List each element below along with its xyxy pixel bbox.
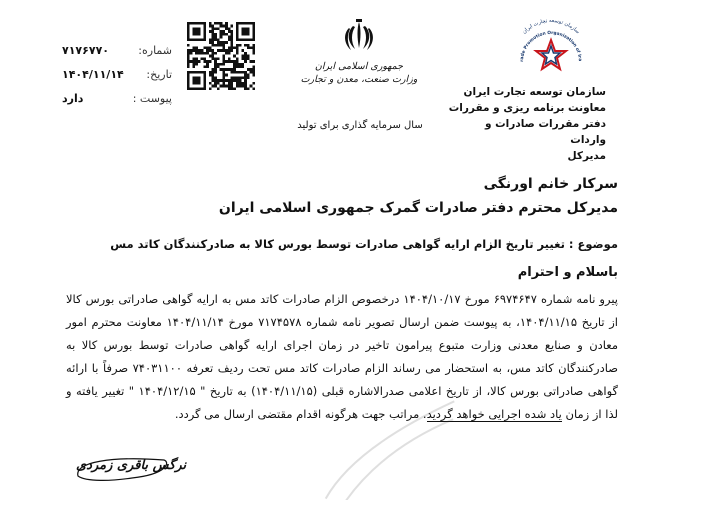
letter-subject: موضوع : تغییر تاریخ الزام ارایه گواهی صادرات توسط بورس کالا به صادرکنندگان کاتد مس	[110, 237, 618, 251]
year-slogan: سال سرمایه گذاری برای تولید	[297, 120, 423, 131]
letter-number-row	[62, 38, 172, 63]
org-line-4: مدیرکل	[567, 150, 606, 162]
letter-attachment-row	[62, 86, 172, 111]
iran-emblem-icon	[341, 18, 377, 54]
logo-text-fa: سازمان توسعه تجارت ایران	[521, 17, 581, 36]
ministry-title	[300, 60, 418, 86]
letter-date-row	[62, 62, 172, 87]
org-line-1: سازمان توسعه تجارت ایران	[463, 86, 606, 98]
qr-code-icon	[187, 22, 255, 90]
letter-body-text: پیرو نامه شماره ۶۹۷۴۶۴۷ مورخ ۱۴۰۴/۱۰/۱۷ درخصوص الزام صادرات کاتد مس به ارایه گواهی صادراتی بورس کالا از تاریخ ۱۴۰۴/۱۱/۱۵، به پیوست ضمن ارسال تصویر نامه شماره ۷۱۷۴۵۷۸ مورخ ۱۴۰۴/۱۱/۱۴ معاونت محترم امور معادن و صنایع معدنی وزارت متبوع پیرامون تاخیر در زمان اجرای ارایه گواهی صادرات توسط بورس کالا به صادرکنندگان کاتد مس، به استحضار می رساند الزام صادرات کاتد مس تحت ردیف تعرفه ۷۴۰۳۱۱۰۰ صرفاً با ارائه گواهی صادراتی بورس کالا، از تاریخ اعلامی صدرالاشاره قبلی (۱۴۰۴/۱۱/۱۵) به تاریخ " ۱۴۰۴/۱۲/۱۵ " تغییر یافته و لذا از زمان	[66, 292, 619, 421]
letter-attachment-label: پیوست :	[132, 92, 172, 105]
letter-greeting: باسلام و احترام	[517, 265, 618, 280]
letter-number-value: ۷۱۷۶۷۷۰	[62, 44, 109, 57]
letter-body-closing: . مراتب جهت هرگونه اقدام مقتضی ارسال می گردد.	[174, 407, 427, 421]
ministry-line-2: وزارت صنعت، معدن و تجارت	[300, 74, 418, 85]
recipient-name: سرکار خانم اورنگی	[483, 176, 618, 192]
letter-number-label: شماره:	[138, 44, 172, 57]
organization-block	[446, 84, 606, 164]
ministry-line-1: جمهوری اسلامی ایران	[314, 61, 404, 72]
logo-text-en: rade Promotion Organization of Ira	[519, 30, 583, 63]
letter-attachment-value: دارد	[62, 92, 84, 105]
letter-date-label: تاریخ:	[146, 68, 172, 81]
signatory-name: نرگس باقری زمردی	[76, 458, 187, 473]
letter-body-underlined: یاد شده اجرایی خواهد گردید	[426, 407, 562, 421]
tpo-logo-icon	[505, 12, 597, 84]
letter-date-value: ۱۴۰۴/۱۱/۱۴	[62, 68, 124, 81]
org-line-3: دفتر مقررات صادرات و واردات	[484, 118, 606, 146]
recipient-title: مدیرکل محترم دفتر صادرات گمرک جمهوری اسلامی ایران	[218, 200, 618, 216]
org-line-2: معاونت برنامه ریزی و مقررات	[448, 102, 606, 114]
watermark-stamp	[300, 400, 480, 500]
